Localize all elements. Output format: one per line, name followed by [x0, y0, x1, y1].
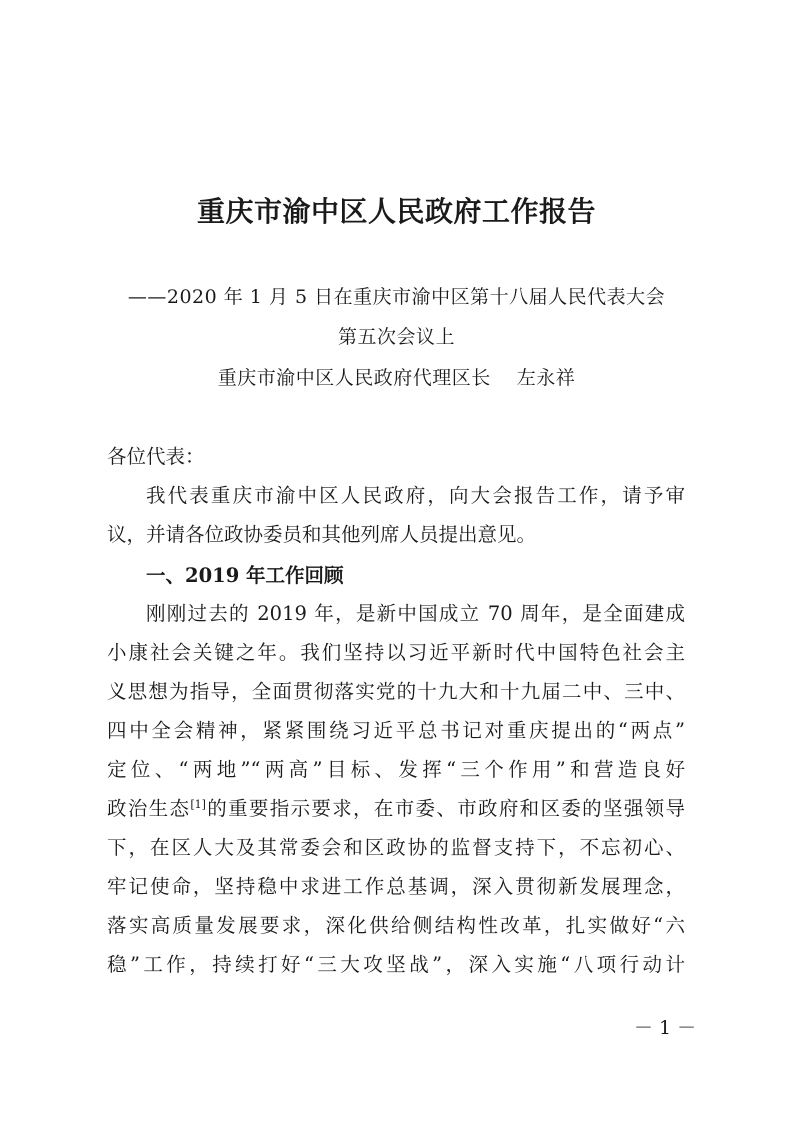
- review-paragraph-line-8: 牢记使命，坚持稳中求进工作总基调，深入贯彻新发展理念，: [107, 875, 685, 898]
- page-number: － 1 －: [634, 1017, 697, 1039]
- meeting-subtitle-line-1: ——2020 年 1 月 5 日在重庆市渝中区第十八届人民代表大会: [127, 286, 666, 308]
- review-paragraph-line-5: 定位、“两地”“两高”目标、发挥“三个作用”和营造良好: [107, 758, 685, 781]
- meeting-subtitle-line-2: 第五次会议上: [337, 326, 455, 348]
- review-line-6-end: 的重要指示要求，在市委、市政府和区委的坚强领导: [205, 797, 685, 820]
- speaker-line: 重庆市渝中区人民政府代理区长 左永祥: [217, 367, 576, 389]
- review-paragraph-line-4: 四中全会精神，紧紧围绕习近平总书记对重庆提出的“两点”: [107, 719, 685, 742]
- intro-paragraph-line-2: 议，并请各位政协委员和其他列席人员提出意见。: [107, 523, 537, 546]
- review-paragraph-line-3: 义思想为指导，全面贯彻落实党的十九大和十九届二中、三中、: [107, 680, 685, 703]
- salutation: 各位代表：: [107, 445, 205, 468]
- intro-paragraph-line-1: 我代表重庆市渝中区人民政府，向大会报告工作，请予审: [146, 484, 685, 507]
- report-title: 重庆市渝中区人民政府工作报告: [196, 195, 596, 228]
- review-paragraph-line-10: 稳”工作，持续打好“三大攻坚战”，深入实施“八项行动计: [107, 953, 685, 976]
- footnote-marker: [1]: [190, 798, 206, 811]
- review-paragraph-line-1: 刚刚过去的 2019 年，是新中国成立 70 周年，是全面建成: [146, 602, 685, 625]
- review-paragraph-line-2: 小康社会关键之年。我们坚持以习近平新时代中国特色社会主: [107, 641, 685, 664]
- review-paragraph-line-6: [107, 795, 685, 823]
- section-heading: 一、2019 年工作回顾: [146, 564, 344, 587]
- review-paragraph-line-7: 下，在区人大及其常委会和区政协的监督支持下，不忘初心、: [107, 836, 685, 859]
- review-line-6-start: 政治生态: [107, 797, 191, 820]
- review-paragraph-line-9: 落实高质量发展要求，深化供给侧结构性改革，扎实做好“六: [107, 914, 685, 937]
